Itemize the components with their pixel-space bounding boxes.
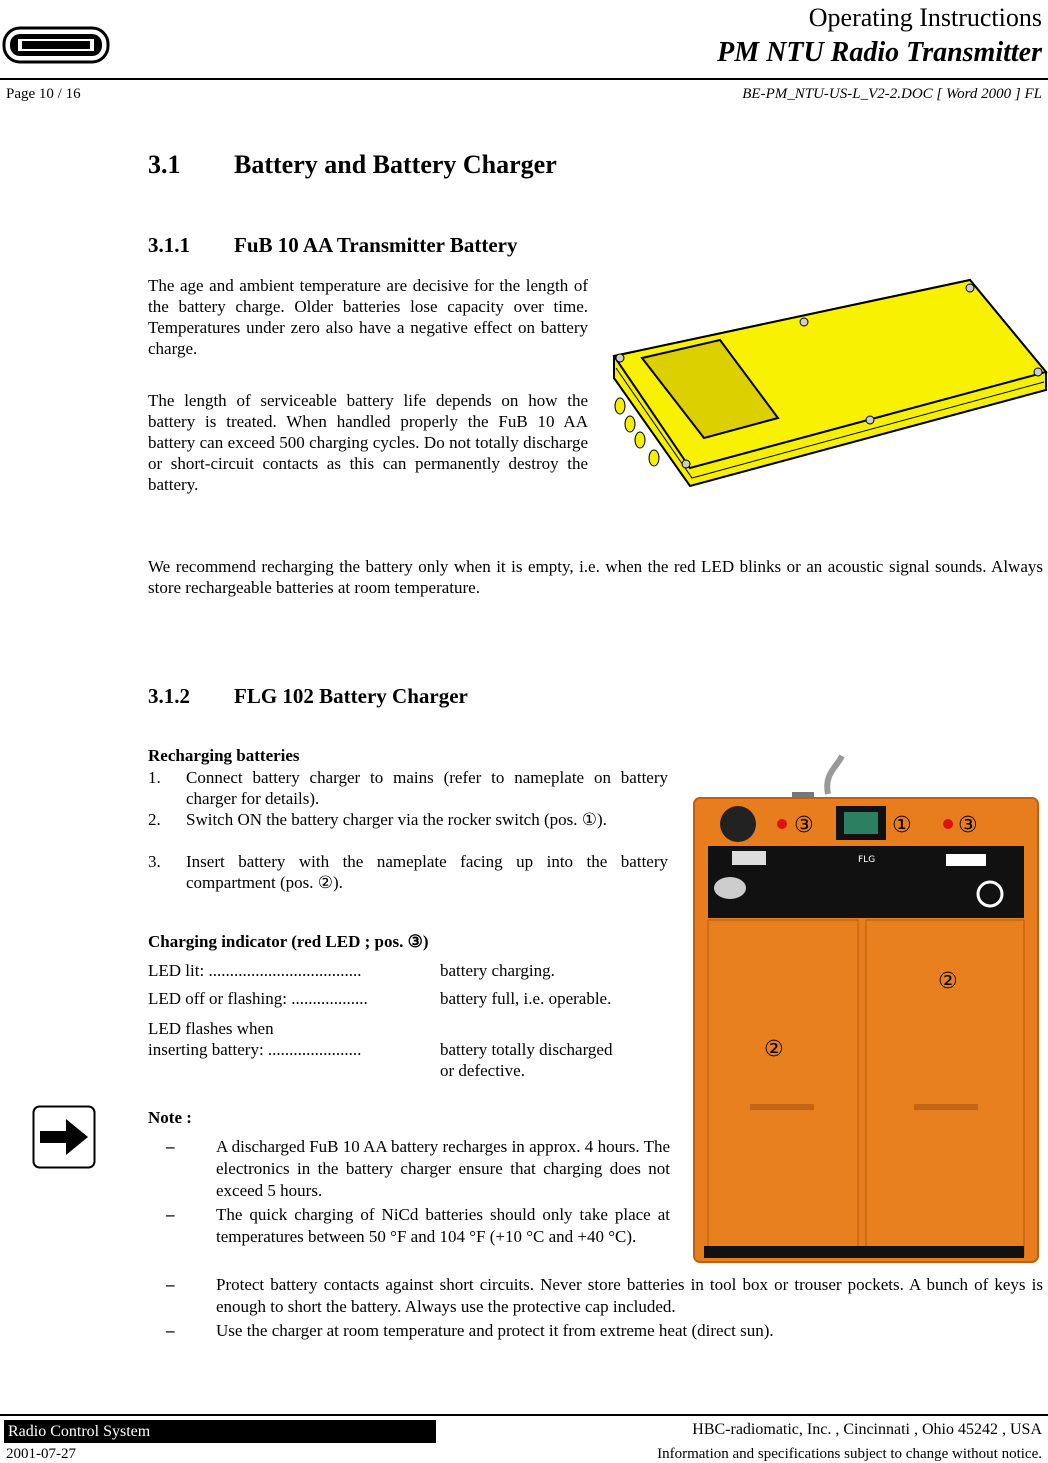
company-logo — [2, 20, 112, 70]
nameplate-model: FLG — [858, 855, 876, 865]
note-item: – Protect battery contacts against short circuits. Never store batteries in tool box or trouser pockets. A bunch of keys is enough to short the battery. Always use the protective cap included. — [166, 1275, 1043, 1316]
page-number: Page 10 / 16 — [6, 86, 81, 102]
subsection-heading-charger: 3.1.2 FLG 102 Battery Charger — [148, 684, 468, 708]
indicator-heading: Charging indicator (red LED ; pos. ③) — [148, 932, 429, 951]
footer-system-box: Radio Control System — [4, 1420, 436, 1443]
indicator-label: inserting battery: ...................... — [148, 1040, 362, 1059]
pos3-marker: ③ — [958, 813, 978, 838]
pos2-marker: ② — [938, 969, 958, 994]
doc-subtitle: PM NTU Radio Transmitter — [717, 37, 1042, 68]
indicator-value: or defective. — [440, 1061, 525, 1080]
indicator-value: battery charging. — [440, 961, 555, 980]
indicator-value: battery full, i.e. operable. — [440, 989, 612, 1008]
indicator-label: LED off or flashing: .................. — [148, 989, 368, 1008]
recharge-heading: Recharging batteries — [148, 746, 300, 765]
note-item: – Use the charger at room temperature and protect it from extreme heat (direct sun). — [166, 1321, 774, 1340]
note-item: – A discharged FuB 10 AA battery recharges in approx. 4 hours. The electronics in the battery charger ensure that charging does not exceed 5 hours. — [166, 1137, 670, 1200]
notes-list-narrow — [148, 1136, 670, 1248]
step-item: 2. Switch ON the battery charger via the rocker switch (pos. ①). — [148, 810, 607, 829]
subsection-heading-battery: 3.1.1 FuB 10 AA Transmitter Battery — [148, 233, 518, 257]
indicator-value: battery totally discharged — [440, 1040, 613, 1059]
recharge-steps — [148, 767, 668, 893]
section-heading: 3.1 Battery and Battery Charger — [148, 150, 557, 179]
note-item: – The quick charging of NiCd batteries should only take place at temperatures between 50 °F and 104 °F (+10 °C and +40 °C). — [166, 1205, 670, 1246]
doc-title: Operating Instructions — [808, 3, 1042, 32]
charger-illustration — [686, 754, 1044, 1264]
footer-company: HBC-radiomatic, Inc. , Cincinnati , Ohio 45242 , USA — [692, 1421, 1042, 1438]
note-heading: Note : — [148, 1108, 192, 1127]
indicator-label: LED flashes when — [148, 1019, 274, 1038]
notes-list-wide — [148, 1274, 1043, 1342]
header-rule — [0, 78, 1048, 80]
arrow-right-icon — [32, 1105, 96, 1169]
battery-paragraph-2: The length of serviceable battery life depends on how the battery is treated. When handled properly the FuB 10 AA battery can exceed 500 charging cycles. Do not totally discharge or short-circuit contacts as this can permanently destroy the battery. — [148, 391, 588, 494]
battery-paragraph-3: We recommend recharging the battery only when it is empty, i.e. when the red LED blinks or an acoustic signal sounds. Always store rechargeable batteries at room temperature. — [148, 557, 1043, 597]
battery-paragraph-1: The age and ambient temperature are decisive for the length of the battery charge. Older batteries lose capacity over time. Temperatures under zero also have a negative effect on battery charge. — [148, 276, 588, 358]
step-item: 1. Connect battery charger to mains (refer to nameplate on battery charger for details). — [148, 768, 668, 808]
footer-date: 2001-07-27 — [6, 1446, 76, 1462]
indicator-label: LED lit: .................................... — [148, 961, 362, 980]
footer-rule — [0, 1414, 1048, 1416]
footer-notice: Information and specifications subject to change without notice. — [657, 1446, 1042, 1462]
pos3-marker: ③ — [794, 813, 814, 838]
pos1-marker: ① — [892, 813, 912, 838]
pos2-marker: ② — [764, 1037, 784, 1062]
battery-illustration — [600, 278, 1048, 493]
doc-reference: BE-PM_NTU-US-L_V2-2.DOC [ Word 2000 ] FL — [742, 86, 1042, 102]
step-item: 3. Insert battery with the nameplate facing up into the battery compartment (pos. ②). — [148, 852, 668, 892]
